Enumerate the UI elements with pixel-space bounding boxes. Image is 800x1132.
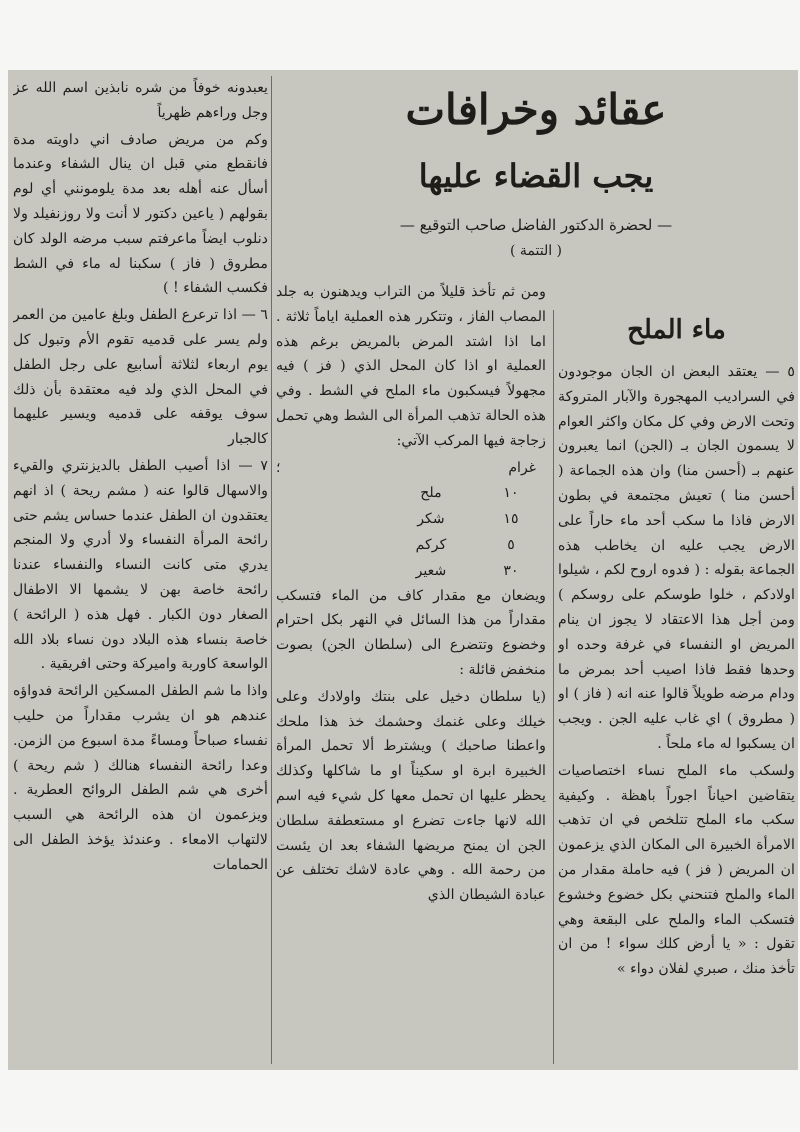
recipe-row — [276, 558, 546, 584]
paragraph: ٦ — اذا ترعرع الطفل وبلغ عامين من العمر ولم يسر على قدميه تقوم الأم وتبول كل يوم اربعاء لثلاثة أسابيع على رجل الطفل في المحل الذي ولد فيه معتقدة بأن ذلك سوف يوقفه على قدميه ويسير عليهما كالجبار — [13, 307, 268, 448]
column-divider — [553, 310, 554, 1064]
recipe-row — [276, 532, 546, 558]
recipe-item: شكر — [417, 510, 445, 527]
column-left — [13, 76, 268, 1070]
recipe-item: كركم — [415, 536, 447, 553]
author-byline: — لحضرة الدكتور الفاضل صاحب التوقيع — — [399, 216, 673, 234]
column-divider — [271, 76, 272, 1064]
paragraph: واذا ما شم الطفل المسكين الرائحة فدواؤه عندهم هو ان يشرب مقداراً من حليب نفساء صباحاً ومساءً مدة اسبوع من الزمن. وعدا رائحة النفساء هنالك ( شم ريحة ) أخرى هي شم الطفل الروائح العطرية . ويزعمون ان هذه الرائحة هي السبب لالتهاب الامعاء . وعندئذ يؤخذ الطفل الى الحمامات — [13, 683, 268, 873]
paragraph: (يا سلطان دخيل على بنتك واولادك وعلى خيلك وعلى غنمك وحشمك خذ هذا ملحك واعطنا صاحبك ) ويشترط ألا تحمل المرأة الخبيرة ابرة او سكيناً او ما شاكلها وكذلك يحظر عليها ان تحمل معها كل شيء فيه اسم الله لانها جاءت تضرع او مستعطفة سلطان الجن ان يمنح مريضها الشفاء بعد ان يئست من رحمة الله . وهي عادة لاشك تختلف عن عبادة الشيطان الذي — [276, 688, 546, 904]
continued-label: ( التتمة ) — [509, 243, 563, 259]
paragraph: ولسكب ماء الملح نساء اختصاصيات يتقاضين احياناً اجوراً باهظة . وكيفية سكب ماء الملح تتلخص في ان تذهب الامرأة الخبيرة الى المكان الذي يزعمون ان المريض ( فز ) فيه حاملة مقدار من الماء والملح فتنحني بكل خضوع وخشوع فتسكب الماء والملح على البقعة وهي تقول : « يا أرض كلك سواء ! من ان تأخذ منك ، صبري لفلان دواء » — [558, 762, 795, 978]
recipe-table — [276, 480, 546, 584]
recipe-mark: ؛ — [276, 459, 281, 476]
paragraph: يعبدونه خوفاً من شره نابذين اسم الله عز وجل وراءهم ظهرياً — [13, 80, 268, 121]
paragraph: ويضعان مع مقدار كاف من الماء فتسكب مقداراً من هذا السائل في النهر بكل احترام وخضوع وتتضرع الى (سلطان الجن) بصوت منخفض قائلة : — [276, 587, 546, 678]
recipe-header — [276, 456, 546, 480]
paragraph: ٥ — يعتقد البعض ان الجان موجودون في السراديب المهجورة والآبار المتروكة وتحت الارض وفي كل مكان واكثر العوام لا يسمون الجان بـ (الجن) انما يعبرون عنهم بـ (أحسن منا) وان هذه الجماعة ( أحسن منا ) تعيش مجتمعة في بطون الارض فاذا ما سكب أحد ماء حاراً على الارض يجب عليه ان يخاطب هذه الجماعة بقوله : ( فدوه اروح لكم ، شيلوا اولادكم ، خلوا طوسكم على روسكم ) ومن أجل هذا الاعتقاد لا يجوز ان ينام المريض او النفساء في غرفة وحده او وحدها فقط فاذا اصيب أحد بمرض ما ودام مرضه طويلاً قالوا عنه انه ( فاز ) او ( مطروق ) اي غاب عليه الجن . ويجب ان يسكبوا له ماء ملحاً . — [558, 364, 795, 752]
paragraph: ومن ثم تأخذ قليلاً من التراب ويدهنون به جلد المصاب الفاز ، وتتكرر هذه العملية اياماً ثلاثة . اما اذا اشتد المرض بالمريض برغم هذه العملية او اذا كان المحل الذي ( فز ) فيه مجهولاً فيسكبون ماء الملح في الشط . وفي هذه الحالة تذهب المرأة الى الشط وهي تحمل زجاجة فيها المركب الآتي: — [276, 284, 546, 449]
paragraph: ٧ — اذا أصيب الطفل بالديزنتري والقيء والاسهال قالوا عنه ( مشم ريحة ) اذ انهم يعتقدون ان الطفل عندما حساس يشم حتى رائحة المرأة النفساء ولا أدري ولا المنجم يدري متى كانت النساء والنفساء عندنا رائحة خاصة بهن لا يشمها الا الاطفال الصغار دون الكبار . فهل هذه ( الرائحة ) خاصة بنساء هذه البلاد دون نساء بلاد الله الواسعة كاوربة واميركة وحتى افريقية . — [13, 457, 268, 673]
recipe-item: شعير — [415, 562, 447, 579]
recipe-qty: ٥ — [507, 536, 515, 553]
column-middle — [276, 280, 546, 1070]
paragraph: وكم من مريض صادف اني داويته مدة فانقطع مني قبل ان ينال الشفاء وعندما أسأل عنه أهله بعد مدة يلومونني أي لوم بقولهم ( ياعين دكتور لا أنت ولا روزنفيلد ولا دنلوب ايضاً ماعرفتم سبب مرضه الولد كان مطروق ( فاز ) سكبنا له ماء في الشط فكسب الشفاء ! ) — [13, 131, 268, 297]
column-right — [558, 308, 795, 1070]
article-subtitle: يجب القضاء عليها — [418, 157, 654, 195]
article-header — [280, 76, 792, 276]
recipe-unit: غرام — [508, 459, 536, 476]
section-heading: ماء الملح — [627, 315, 726, 345]
recipe-qty: ١٥ — [503, 510, 519, 527]
recipe-qty: ٣٠ — [503, 562, 519, 579]
recipe-item: ملح — [420, 484, 442, 501]
article-title: عقائد وخرافات — [405, 85, 667, 134]
newspaper-page — [8, 70, 798, 1070]
recipe-qty: ١٠ — [503, 484, 519, 501]
recipe-row — [276, 506, 546, 532]
recipe-row — [276, 480, 546, 506]
